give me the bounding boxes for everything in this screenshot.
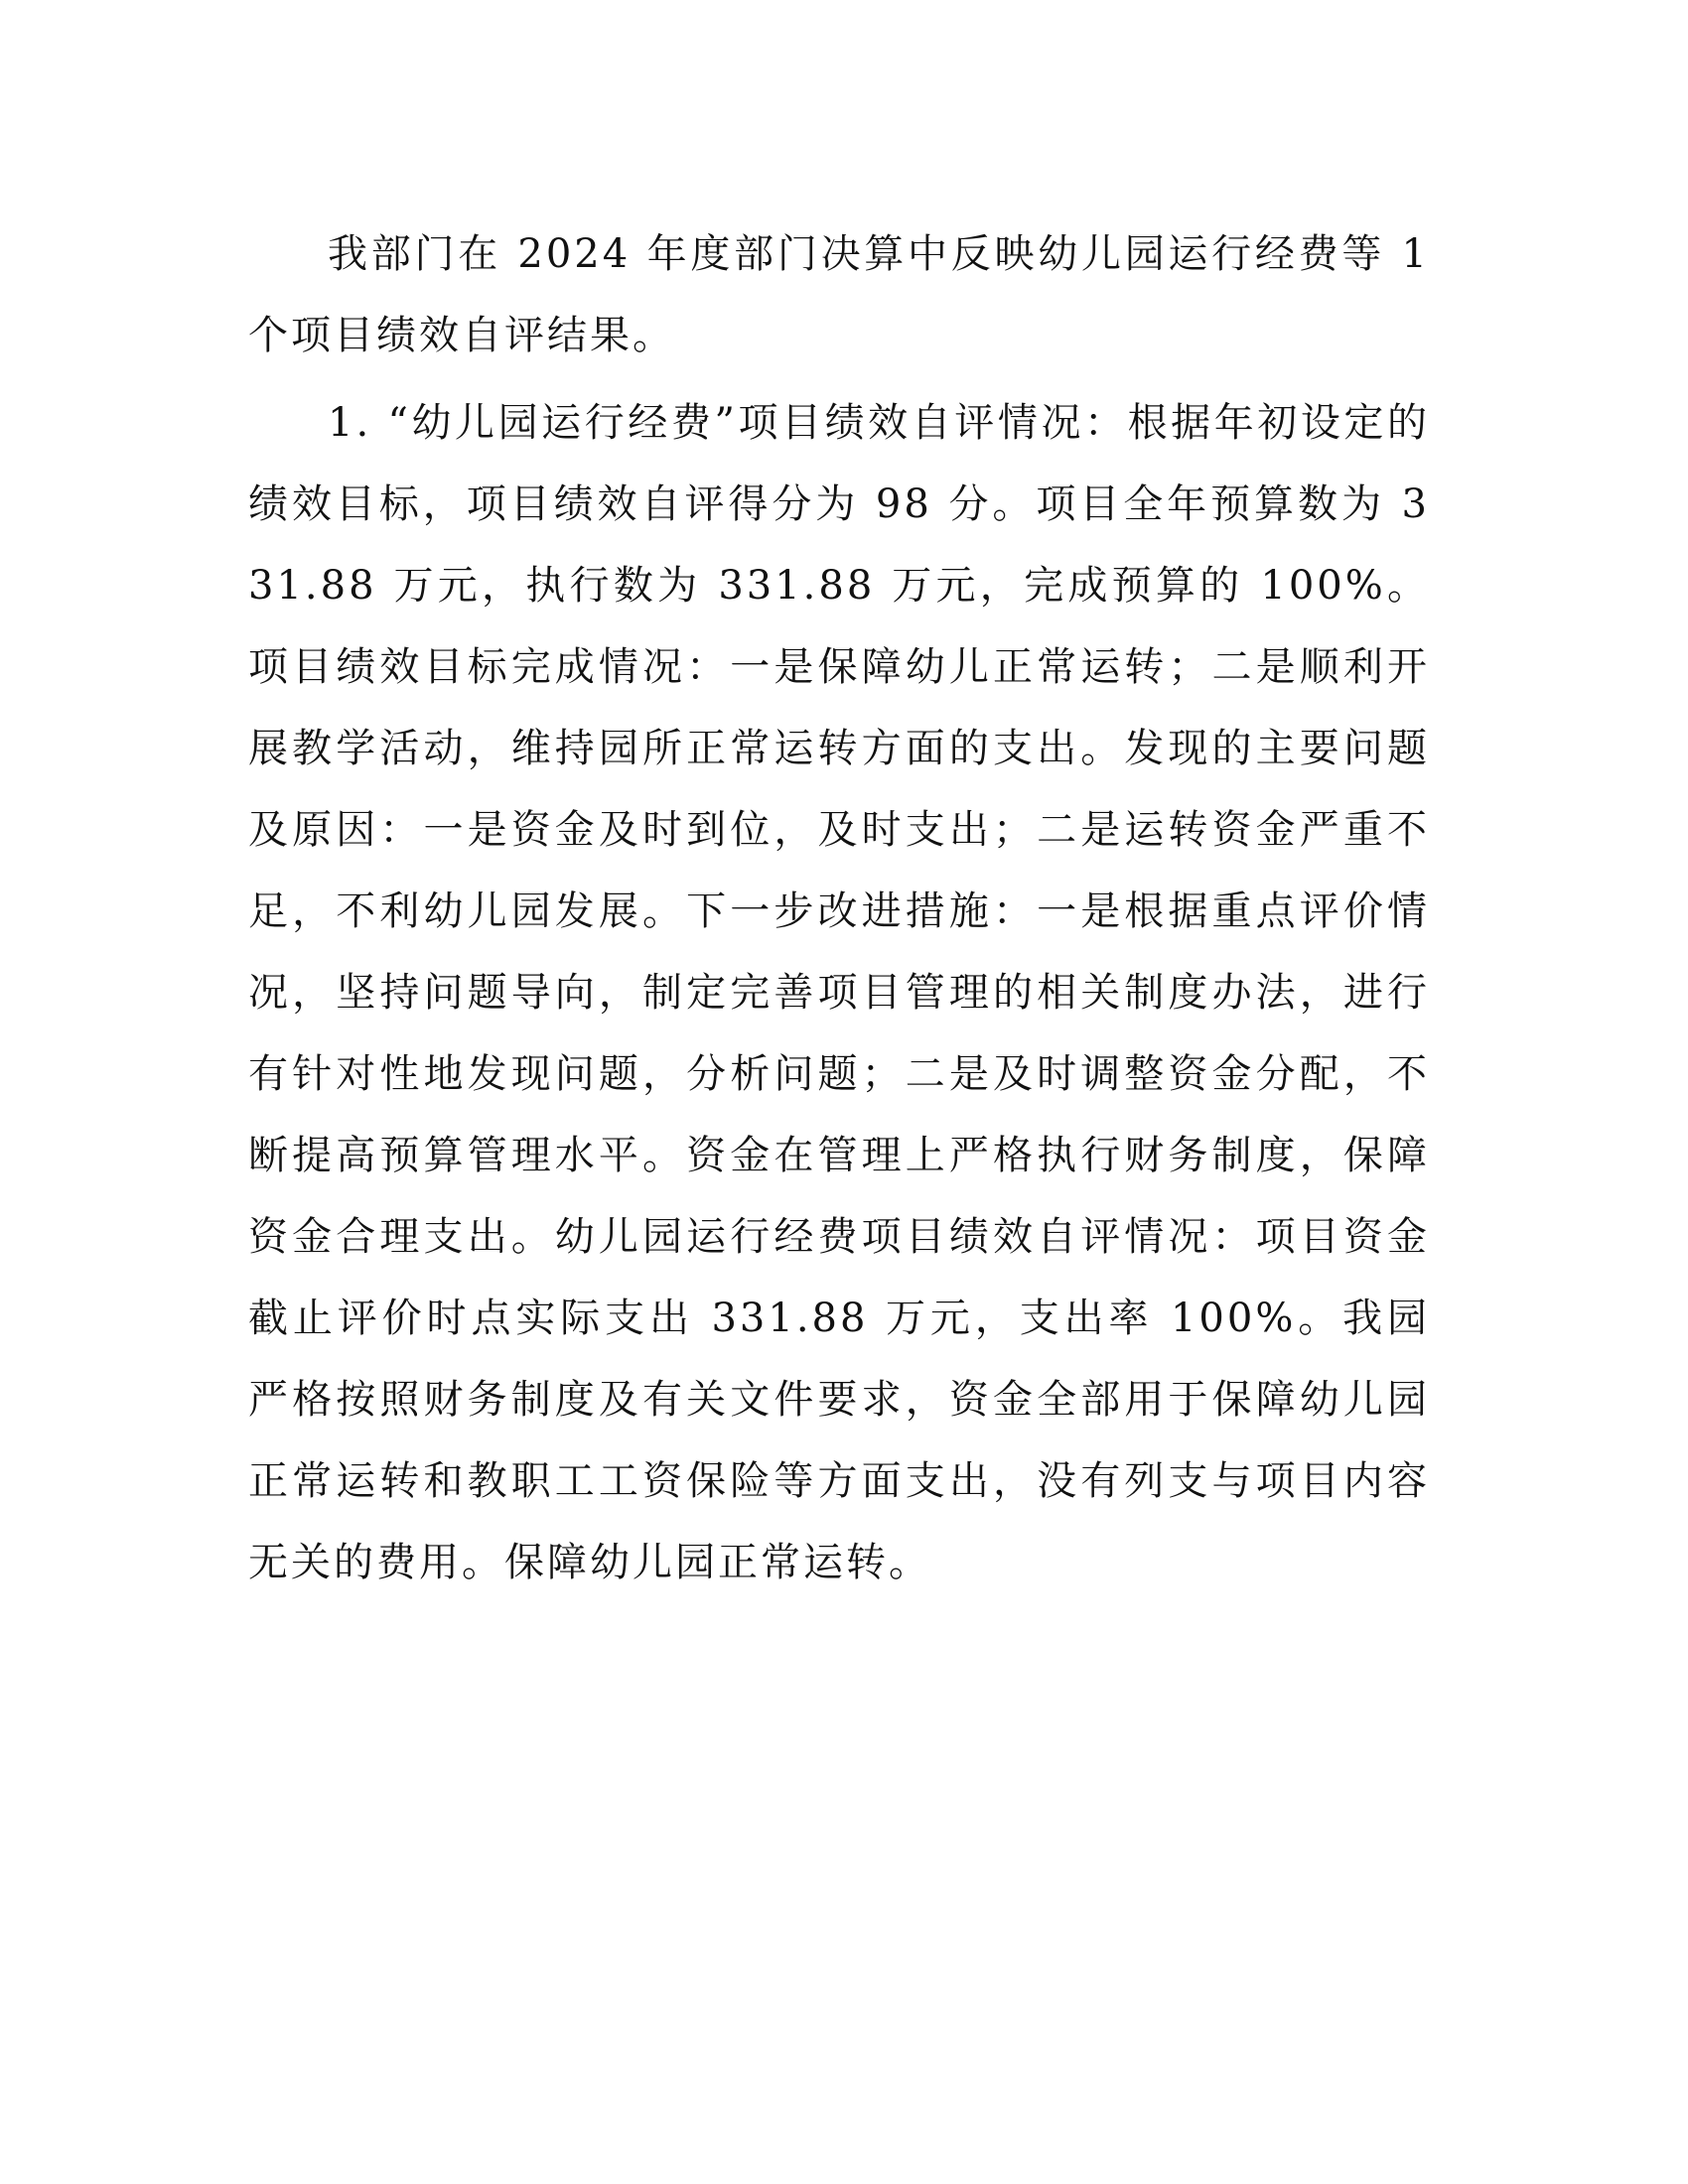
document-body bbox=[248, 213, 1430, 1609]
intro-paragraph: 我部门在 2024 年度部门决算中反映幼儿园运行经费等 1 个项目绩效自评结果。 bbox=[248, 231, 1430, 358]
project-evaluation-paragraph: 1. “幼儿园运行经费”项目绩效自评情况：根据年初设定的绩效目标，项目绩效自评得分为 98 分。项目全年预算数为 331.88 万元，执行数为 331.88 万元，完成预算的 100%。项目绩效目标完成情况：一是保障幼儿正常运转；二是顺利开展教学活动，维持园所正常运转方面的支出。发现的主要问题及原因：一是资金及时到位，及时支出；二是运转资金严重不足，不利幼儿园发展。下一步改进措施：一是根据重点评价情况，坚持问题导向，制定完善项目管理的相关制度办法，进行有针对性地发现问题，分析问题；二是及时调整资金分配，不断提高预算管理水平。资金在管理上严格执行财务制度，保障资金合理支出。幼儿园运行经费项目绩效自评情况：项目资金截止评价时点实际支出 331.88 万元，支出率 100%。我园严格按照财务制度及有关文件要求，资金全部用于保障幼儿园正常运转和教职工工资保险等方面支出，没有列支与项目内容无关的费用。保障幼儿园正常运转。 bbox=[248, 400, 1430, 1585]
